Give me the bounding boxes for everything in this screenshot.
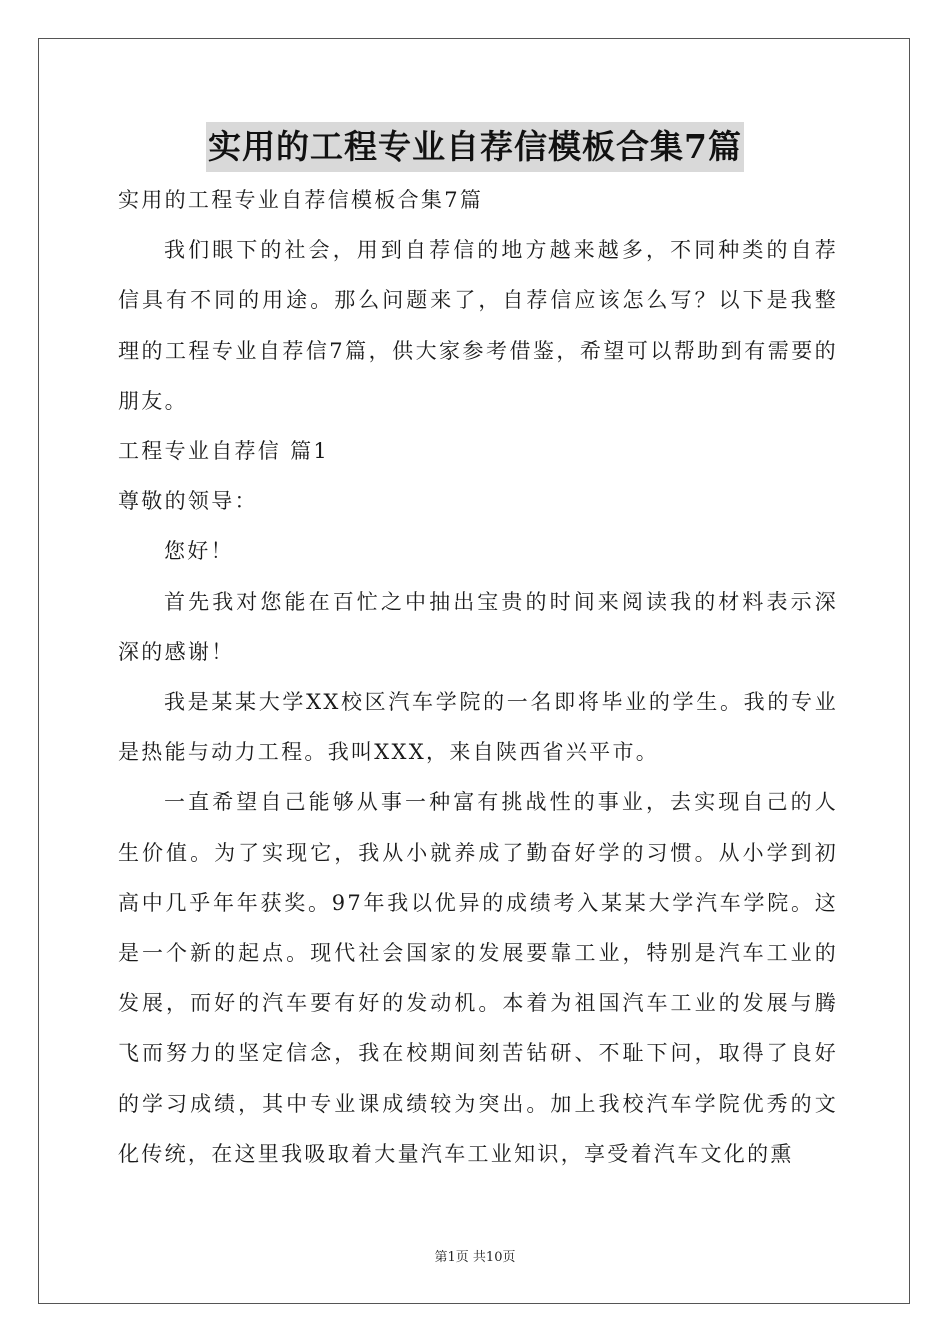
body-paragraph: 一直希望自己能够从事一种富有挑战性的事业，去实现自己的人生价值。为了实现它，我从小就养成了勤奋好学的习惯。从小学到初高中几乎年年获奖。97年我以优异的成绩考入某某大学汽车学院。这是一个新的起点。现代社会国家的发展要靠工业，特别是汽车工业的发展，而好的汽车要有好的发动机。本着为祖国汽车工业的发展与腾飞而努力的坚定信念，我在校期间刻苦钻研、不耻下问，取得了良好的学习成绩，其中专业课成绩较为突出。加上我校汽车学院优秀的文化传统，在这里我吸取着大量汽车工业知识，享受着汽车文化的熏 — [118, 790, 838, 1166]
salutation: 尊敬的领导： — [118, 489, 258, 514]
document-title: 实用的工程专业自荐信模板合集7篇 — [206, 122, 744, 172]
page-footer: 第1页 共10页 — [434, 1250, 516, 1265]
section-heading: 工程专业自荐信 篇1 — [118, 439, 330, 464]
subtitle-paragraph: 实用的工程专业自荐信模板合集7篇 — [118, 188, 484, 212]
body-paragraph: 我是某某大学XX校区汽车学院的一名即将毕业的学生。我的专业是热能与动力工程。我叫XXX，来自陕西省兴平市。 — [118, 690, 838, 765]
intro-paragraph: 我们眼下的社会，用到自荐信的地方越来越多，不同种类的自荐信具有不同的用途。那么问题来了，自荐信应该怎么写？以下是我整理的工程专业自荐信7篇，供大家参考借鉴，希望可以帮助到有需要的朋友。 — [118, 238, 838, 413]
title-container — [0, 122, 950, 172]
document-body — [118, 175, 838, 1179]
body-paragraph: 首先我对您能在百忙之中抽出宝贵的时间来阅读我的材料表示深深的感谢！ — [118, 589, 838, 664]
greeting: 您好！ — [164, 539, 234, 564]
